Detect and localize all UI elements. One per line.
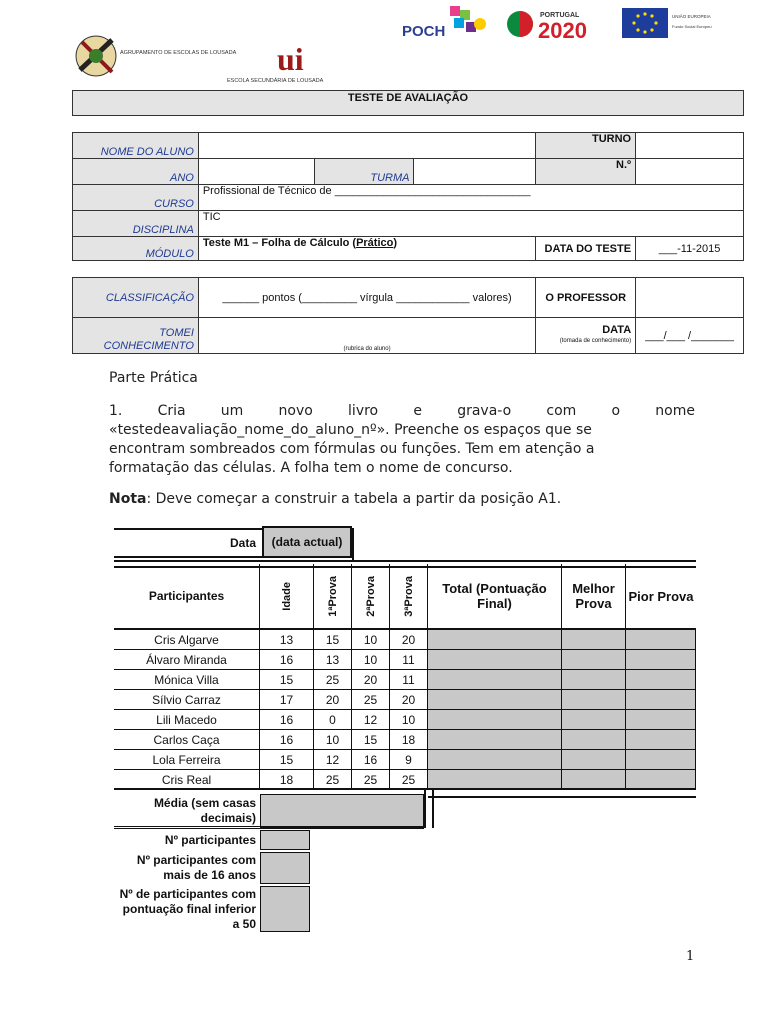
col-header-0: Idade: [260, 564, 314, 628]
shaded-cell: [626, 650, 696, 670]
eu-logo: [622, 8, 712, 40]
nota: Nota: Deve começar a construir a tabela a partir da posição A1.: [109, 491, 562, 507]
professor-field[interactable]: [636, 278, 744, 318]
shaded-cell: [428, 730, 562, 750]
score-cell: 25: [314, 770, 352, 790]
escola-text: ESCOLA SECUNDÁRIA DE LOUSADA: [227, 78, 324, 84]
shaded-cell: [428, 670, 562, 690]
shaded-cell: [562, 690, 626, 710]
participant-name: Mónica Villa: [114, 670, 260, 690]
disciplina-label: DISCIPLINA: [73, 211, 199, 237]
shaded-cell: [626, 690, 696, 710]
score-cell: 25: [352, 690, 390, 710]
participant-name: Cris Algarve: [114, 630, 260, 650]
score-cell: 20: [390, 630, 428, 650]
shaded-cell: [626, 770, 696, 790]
q1-line2: «testedeavaliação_nome_do_aluno_nº». Preenche os espaços que se: [109, 422, 592, 438]
np50-label: Nº de participantes com pontuação final inferior a 50: [119, 886, 256, 931]
score-cell: 20: [390, 690, 428, 710]
classificacao-field[interactable]: ______ pontos (_________ vírgula ____________ valores): [198, 278, 535, 318]
media-label: Média (sem casas decimais): [153, 796, 256, 825]
classificacao-label: CLASSIFICAÇÃO: [73, 278, 199, 318]
parte-pratica-heading: Parte Prática: [109, 370, 198, 386]
score-cell: 9: [390, 750, 428, 770]
shaded-cell: [626, 710, 696, 730]
shaded-cell: [562, 630, 626, 650]
col-header-3: 3ªProva: [390, 564, 428, 628]
participantes-header: Participantes: [114, 564, 260, 628]
svg-text:2020: 2020: [538, 18, 587, 43]
participant-name: Álvaro Miranda: [114, 650, 260, 670]
q1-line4: formatação das células. A folha tem o nome de concurso.: [109, 460, 513, 476]
score-cell: 16: [260, 730, 314, 750]
data-teste-label: DATA DO TESTE: [536, 237, 636, 261]
sheet-image: [114, 520, 696, 940]
modulo-field: Teste M1 – Folha de Cálculo (Prático): [198, 237, 535, 261]
score-cell: 20: [314, 690, 352, 710]
rubrica-field[interactable]: [198, 318, 535, 354]
melhor-header: Melhor Prova: [562, 564, 626, 628]
shaded-cell: [562, 750, 626, 770]
score-cell: 25: [314, 670, 352, 690]
shaded-cell: [428, 630, 562, 650]
np-label: Nº participantes: [164, 833, 256, 847]
shaded-cell: [428, 770, 562, 790]
svg-text:Fundo Social Europeu: Fundo Social Europeu: [672, 24, 712, 29]
shaded-cell: [562, 650, 626, 670]
svg-text:POCH: POCH: [402, 23, 446, 40]
data-value: (data actual): [262, 526, 352, 558]
score-cell: 13: [260, 630, 314, 650]
shaded-cell: [562, 730, 626, 750]
curso-label: CURSO: [73, 185, 199, 211]
np-cell: [260, 830, 310, 850]
shaded-cell: [562, 710, 626, 730]
q1-line3: encontram sombreados com fórmulas ou funções. Tem em atenção a: [109, 441, 595, 457]
curso-field[interactable]: Profissional de Técnico de ________________________________: [198, 185, 743, 211]
shaded-cell: [428, 690, 562, 710]
col-header-2: 2ªProva: [352, 564, 390, 628]
agrupamento-logo: [72, 30, 237, 82]
q1-line1: 1. Cria um novo livro e grava-o com o nome: [109, 403, 695, 419]
score-cell: 10: [352, 650, 390, 670]
score-cell: 15: [260, 670, 314, 690]
escola-logo: [225, 40, 345, 86]
media-cells: [260, 794, 424, 828]
rubrica-note: (rubrica do aluno): [343, 346, 391, 352]
numero-field[interactable]: [636, 159, 744, 185]
turma-field[interactable]: [414, 159, 536, 185]
shaded-cell: [562, 770, 626, 790]
score-cell: 12: [314, 750, 352, 770]
score-cell: 10: [314, 730, 352, 750]
score-cell: 25: [390, 770, 428, 790]
question-1: [109, 402, 695, 478]
participant-name: Cris Real: [114, 770, 260, 790]
score-cell: 15: [260, 750, 314, 770]
disciplina-field[interactable]: TIC: [198, 211, 743, 237]
poch-logo: [402, 4, 492, 46]
shaded-cell: [626, 670, 696, 690]
score-cell: 25: [352, 770, 390, 790]
data-conhecimento-label: DATA (tomada de conhecimento): [536, 318, 636, 354]
turno-label: TURNO: [536, 133, 636, 159]
page-number: 1: [686, 949, 695, 964]
tomei-label: TOMEI CONHECIMENTO: [73, 318, 199, 354]
score-cell: 10: [352, 630, 390, 650]
participant-name: Sílvio Carraz: [114, 690, 260, 710]
score-cell: 16: [260, 650, 314, 670]
score-cell: 16: [352, 750, 390, 770]
nome-label: NOME DO ALUNO: [73, 133, 199, 159]
np16-label: Nº participantes com mais de 16 anos: [136, 853, 256, 882]
shaded-cell: [562, 670, 626, 690]
col-header-1: 1ªProva: [314, 564, 352, 628]
shaded-cell: [626, 630, 696, 650]
participant-name: Lili Macedo: [114, 710, 260, 730]
score-cell: 20: [352, 670, 390, 690]
score-cell: 0: [314, 710, 352, 730]
score-cell: 18: [260, 770, 314, 790]
ano-label: ANO: [73, 159, 199, 185]
score-cell: 16: [260, 710, 314, 730]
shaded-cell: [626, 750, 696, 770]
score-cell: 13: [314, 650, 352, 670]
modulo-label: MÓDULO: [73, 237, 199, 261]
agrupamento-text: AGRUPAMENTO DE ESCOLAS DE LOUSADA: [120, 50, 237, 56]
data-conhecimento-field[interactable]: ___/___ /_______: [636, 318, 744, 354]
student-info-table: [72, 132, 744, 261]
shaded-cell: [626, 730, 696, 750]
score-cell: 12: [352, 710, 390, 730]
numero-label: N.º: [536, 159, 636, 185]
classification-table: [72, 277, 744, 354]
score-cell: 15: [352, 730, 390, 750]
score-cell: 15: [314, 630, 352, 650]
score-cell: 17: [260, 690, 314, 710]
portugal2020-logo: [504, 6, 610, 42]
shaded-cell: [428, 710, 562, 730]
np50-cell: [260, 886, 310, 932]
data-teste-field[interactable]: ___-11-2015: [636, 237, 744, 261]
professor-label: O PROFESSOR: [536, 278, 636, 318]
turno-field[interactable]: [636, 133, 744, 159]
test-title: TESTE DE AVALIAÇÃO: [72, 90, 744, 116]
svg-text:PORTUGAL: PORTUGAL: [540, 12, 580, 19]
score-cell: 11: [390, 670, 428, 690]
total-header: Total (Pontuação Final): [428, 564, 562, 628]
pior-header: Pior Prova: [628, 588, 694, 604]
participant-name: Carlos Caça: [114, 730, 260, 750]
shaded-cell: [428, 650, 562, 670]
data-label: Data: [114, 528, 262, 558]
turma-label: TURMA: [314, 159, 414, 185]
shaded-cell: [428, 750, 562, 770]
score-cell: 10: [390, 710, 428, 730]
nome-field[interactable]: [198, 133, 535, 159]
score-cell: 18: [390, 730, 428, 750]
svg-text:UNIÃO EUROPEIA: UNIÃO EUROPEIA: [672, 14, 711, 19]
ano-field[interactable]: [198, 159, 314, 185]
svg-text:ui: ui: [277, 41, 304, 77]
np16-cell: [260, 852, 310, 884]
participant-name: Lola Ferreira: [114, 750, 260, 770]
score-cell: 11: [390, 650, 428, 670]
